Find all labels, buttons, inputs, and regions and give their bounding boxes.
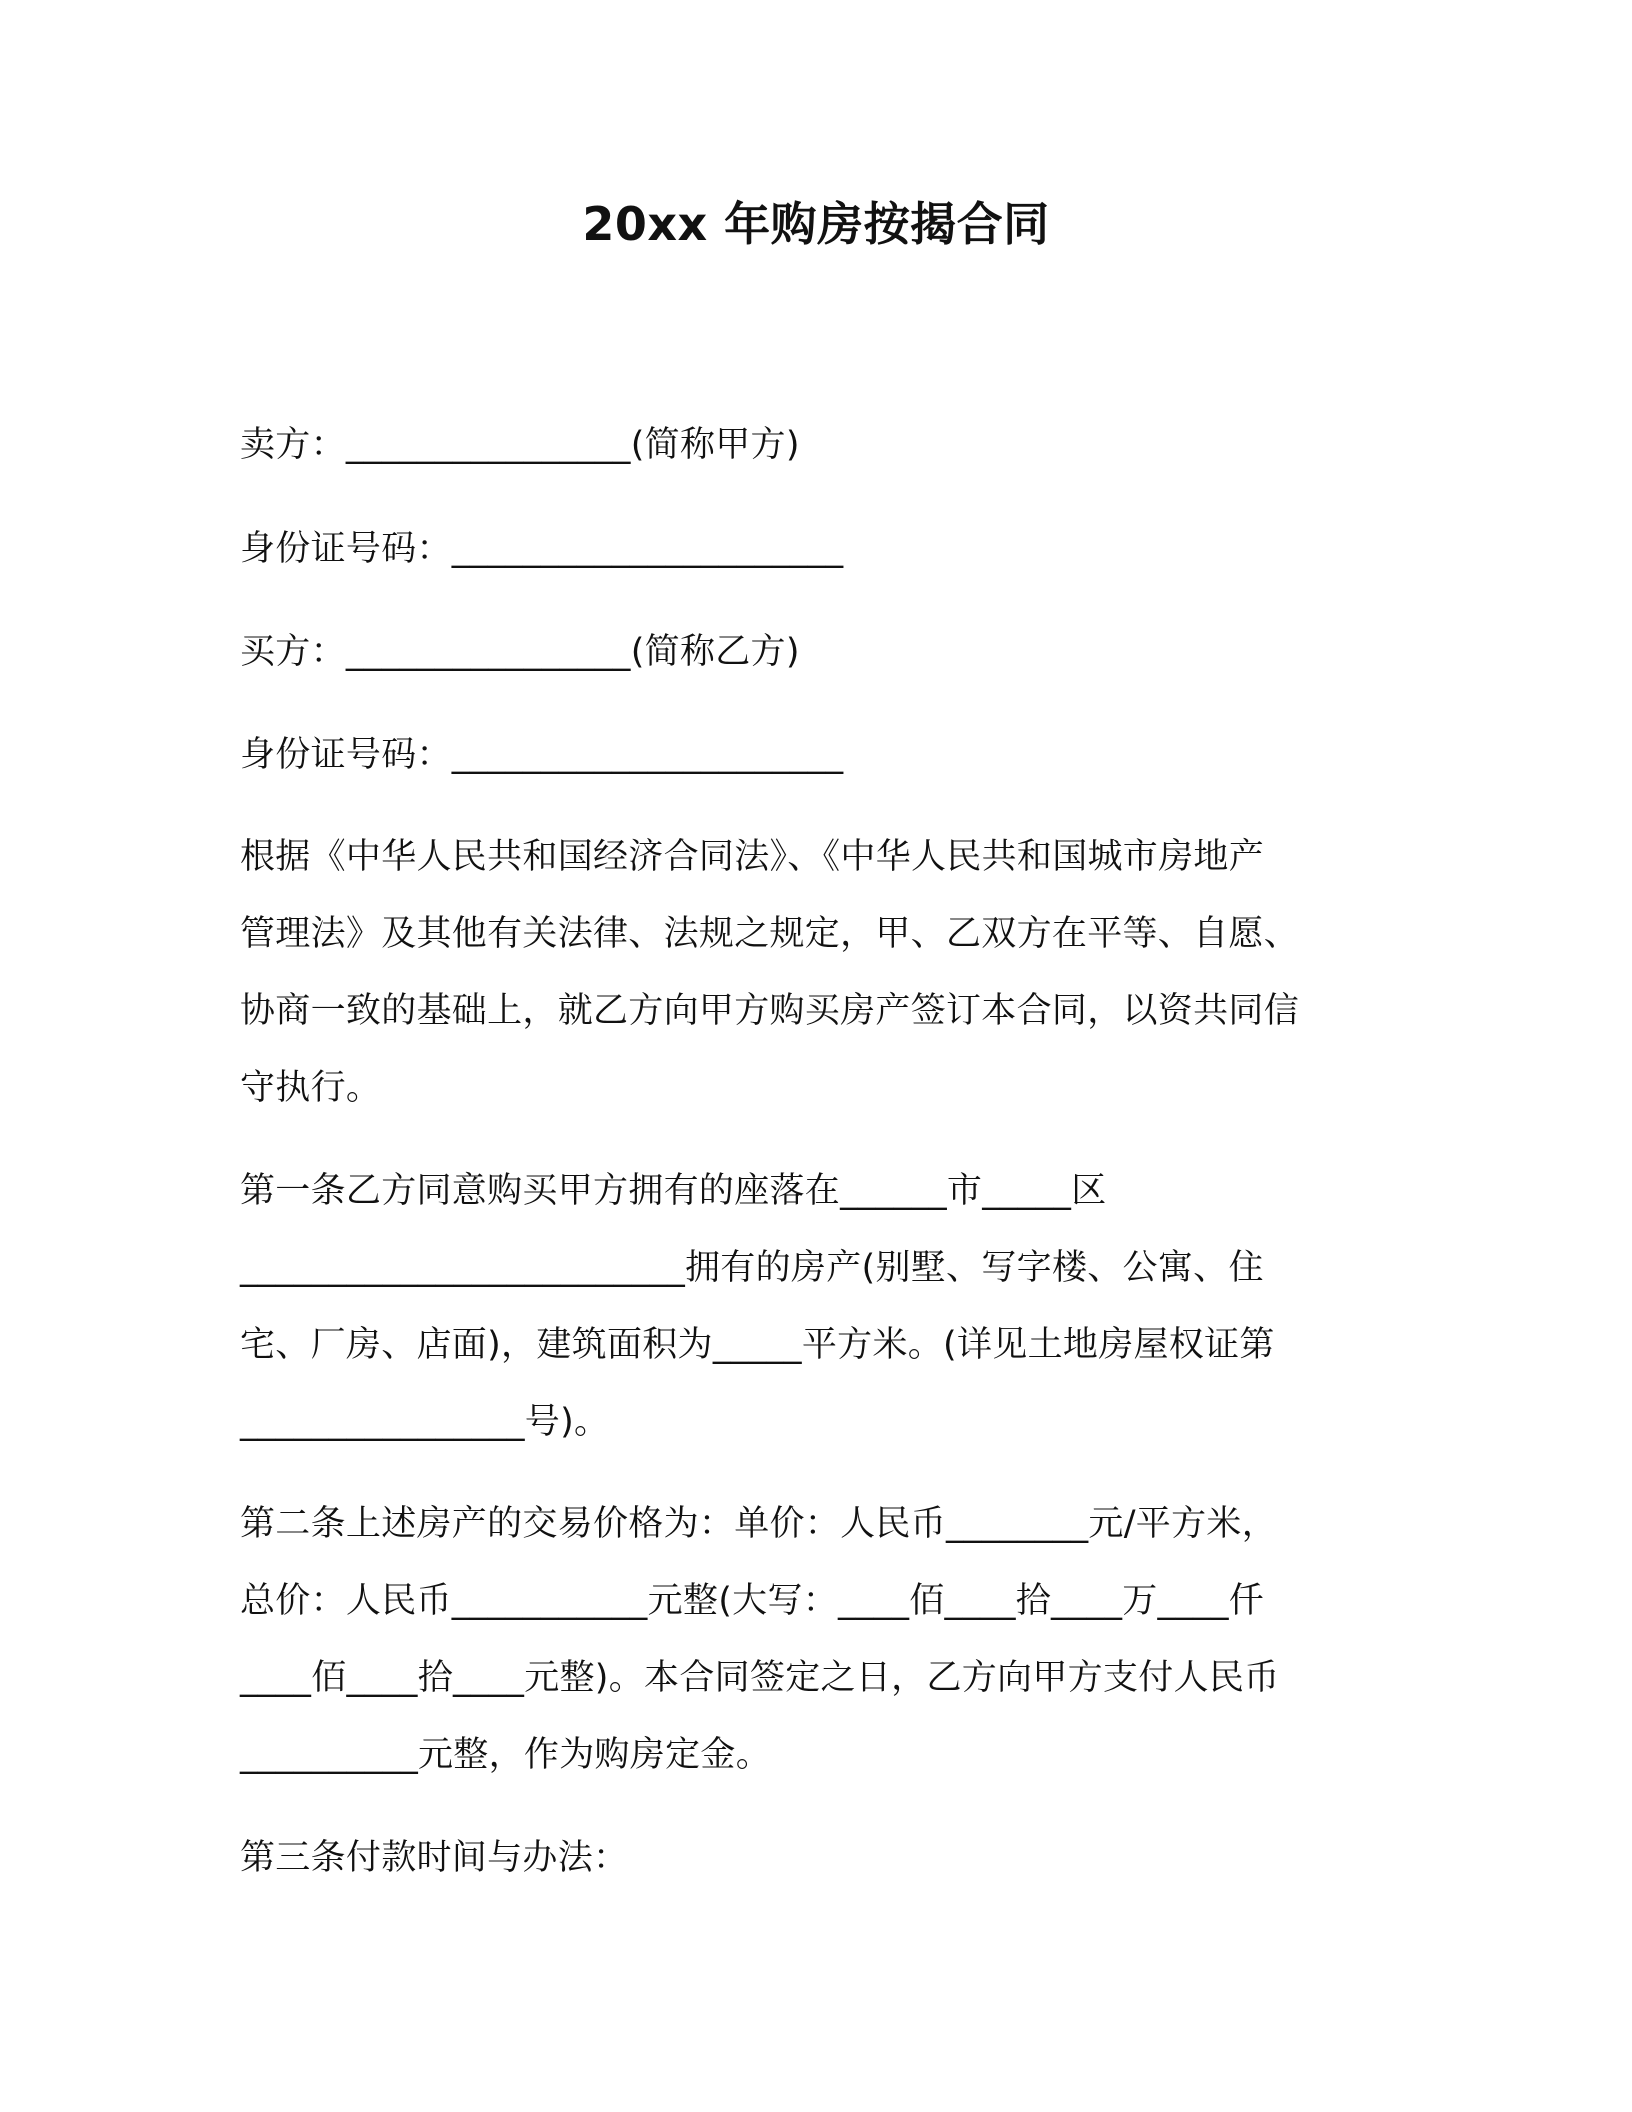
article2-line-1: 第二条上述房产的交易价格为：单价：人民币________元/平方米， — [240, 1504, 1277, 1544]
article1-line-4: ________________号)。 — [240, 1402, 610, 1442]
article2-line-4: __________元整，作为购房定金。 — [240, 1735, 772, 1775]
buyer-id-line: 身份证号码：______________________ — [240, 735, 844, 775]
article2-line-2: 总价：人民币___________元整(大写：____佰____拾____万____仟 — [240, 1581, 1265, 1621]
seller-id-line: 身份证号码：______________________ — [240, 529, 844, 569]
article3-title: 第三条付款时间与办法： — [240, 1838, 629, 1878]
article2-line-3: ____佰____拾____元整)。本合同签定之日，乙方向甲方支付人民币 — [240, 1658, 1280, 1698]
article1-line-2: _________________________拥有的房产(别墅、写字楼、公寓、住 — [240, 1248, 1264, 1288]
article1-line-1: 第一条乙方同意购买甲方拥有的座落在______市_____区 — [240, 1171, 1107, 1211]
document-title: 20xx 年购房按揭合同 — [582, 197, 1050, 251]
seller-line: 卖方：________________(简称甲方) — [240, 425, 800, 465]
preamble-line-1: 根据《中华人民共和国经济合同法》、《中华人民共和国城市房地产 — [240, 837, 1265, 877]
buyer-line: 买方：________________(简称乙方) — [240, 632, 800, 672]
preamble-line-4: 守执行。 — [240, 1068, 382, 1108]
article1-line-3: 宅、厂房、店面)，建筑面积为_____平方米。(详见土地房屋权证第 — [240, 1325, 1275, 1365]
preamble-line-3: 协商一致的基础上，就乙方向甲方购买房产签订本合同，以资共同信 — [240, 991, 1300, 1031]
preamble-line-2: 管理法》及其他有关法律、法规之规定，甲、乙双方在平等、自愿、 — [240, 914, 1300, 954]
